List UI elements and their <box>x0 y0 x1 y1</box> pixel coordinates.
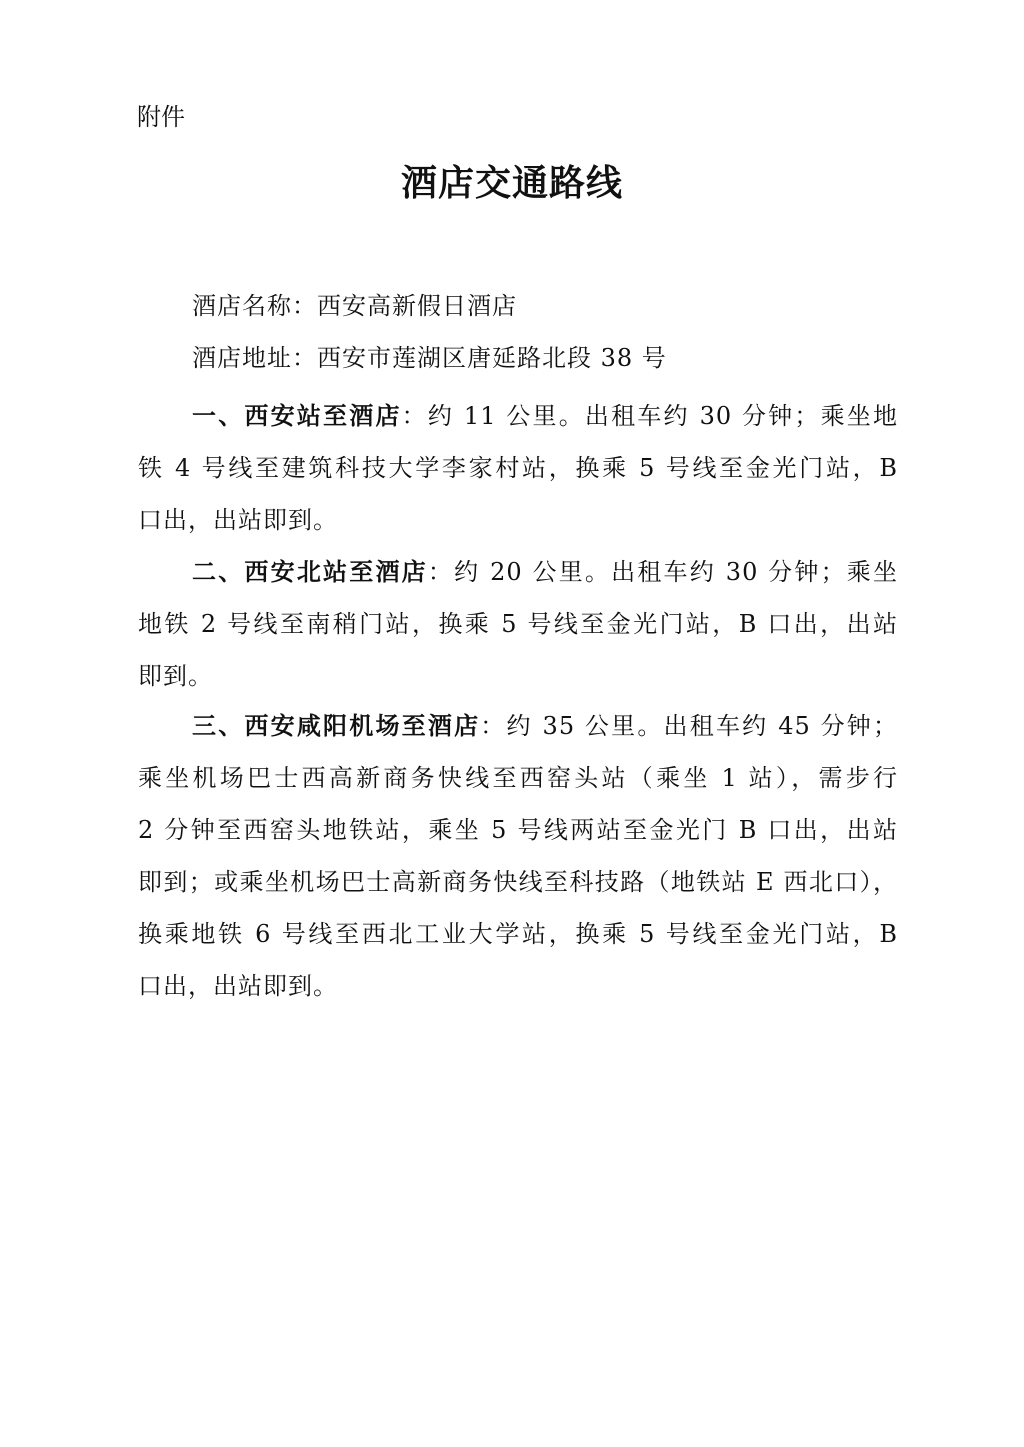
route-line <box>138 390 898 442</box>
route-line: 换乘地铁 6 号线至西北工业大学站，换乘 5 号线至金光门站，B <box>138 920 898 948</box>
route-xian-north-station <box>138 546 898 702</box>
route-heading: 一、西安站至酒店 <box>192 401 402 430</box>
route-line: 口出，出站即到。 <box>138 506 338 534</box>
route-line: 乘坐机场巴士西高新商务快线至西窑头站（乘坐 1 站），需步行 <box>138 764 898 792</box>
route-line: 地铁 2 号线至南稍门站，换乘 5 号线至金光门站，B 口出，出站 <box>138 610 898 638</box>
route-line: 即到。 <box>138 662 213 690</box>
route-line: 口出，出站即到。 <box>138 972 338 1000</box>
attachment-label: 附件 <box>137 103 185 131</box>
hotel-info <box>138 280 898 384</box>
page-title: 酒店交通路线 <box>400 162 623 204</box>
route-line <box>138 700 898 752</box>
route-xianyang-airport <box>138 700 898 1012</box>
route-heading: 三、西安咸阳机场至酒店 <box>192 711 481 740</box>
route-line: 2 分钟至西窑头地铁站，乘坐 5 号线两站至金光门 B 口出，出站 <box>138 816 898 844</box>
route-text: ：约 11 公里。出租车约 30 分钟；乘坐地 <box>401 402 899 430</box>
route-text: ：约 20 公里。出租车约 30 分钟；乘坐 <box>427 558 899 586</box>
hotel-address-value: 西安市莲湖区唐延路北段 38 号 <box>317 344 667 372</box>
route-line: 铁 4 号线至建筑科技大学李家村站，换乘 5 号线至金光门站，B <box>138 454 898 482</box>
route-text: ：约 35 公里。出租车约 45 分钟； <box>480 712 899 740</box>
route-line <box>138 546 898 598</box>
route-heading: 二、西安北站至酒店 <box>192 557 428 586</box>
hotel-name-value: 西安高新假日酒店 <box>317 292 517 320</box>
hotel-name-line <box>138 280 898 332</box>
hotel-address-label: 酒店地址： <box>192 344 317 372</box>
hotel-address-line <box>138 332 898 384</box>
hotel-name-label: 酒店名称： <box>192 292 317 320</box>
route-line: 即到；或乘坐机场巴士高新商务快线至科技路（地铁站 E 西北口）， <box>138 868 898 896</box>
route-xian-station <box>138 390 898 546</box>
